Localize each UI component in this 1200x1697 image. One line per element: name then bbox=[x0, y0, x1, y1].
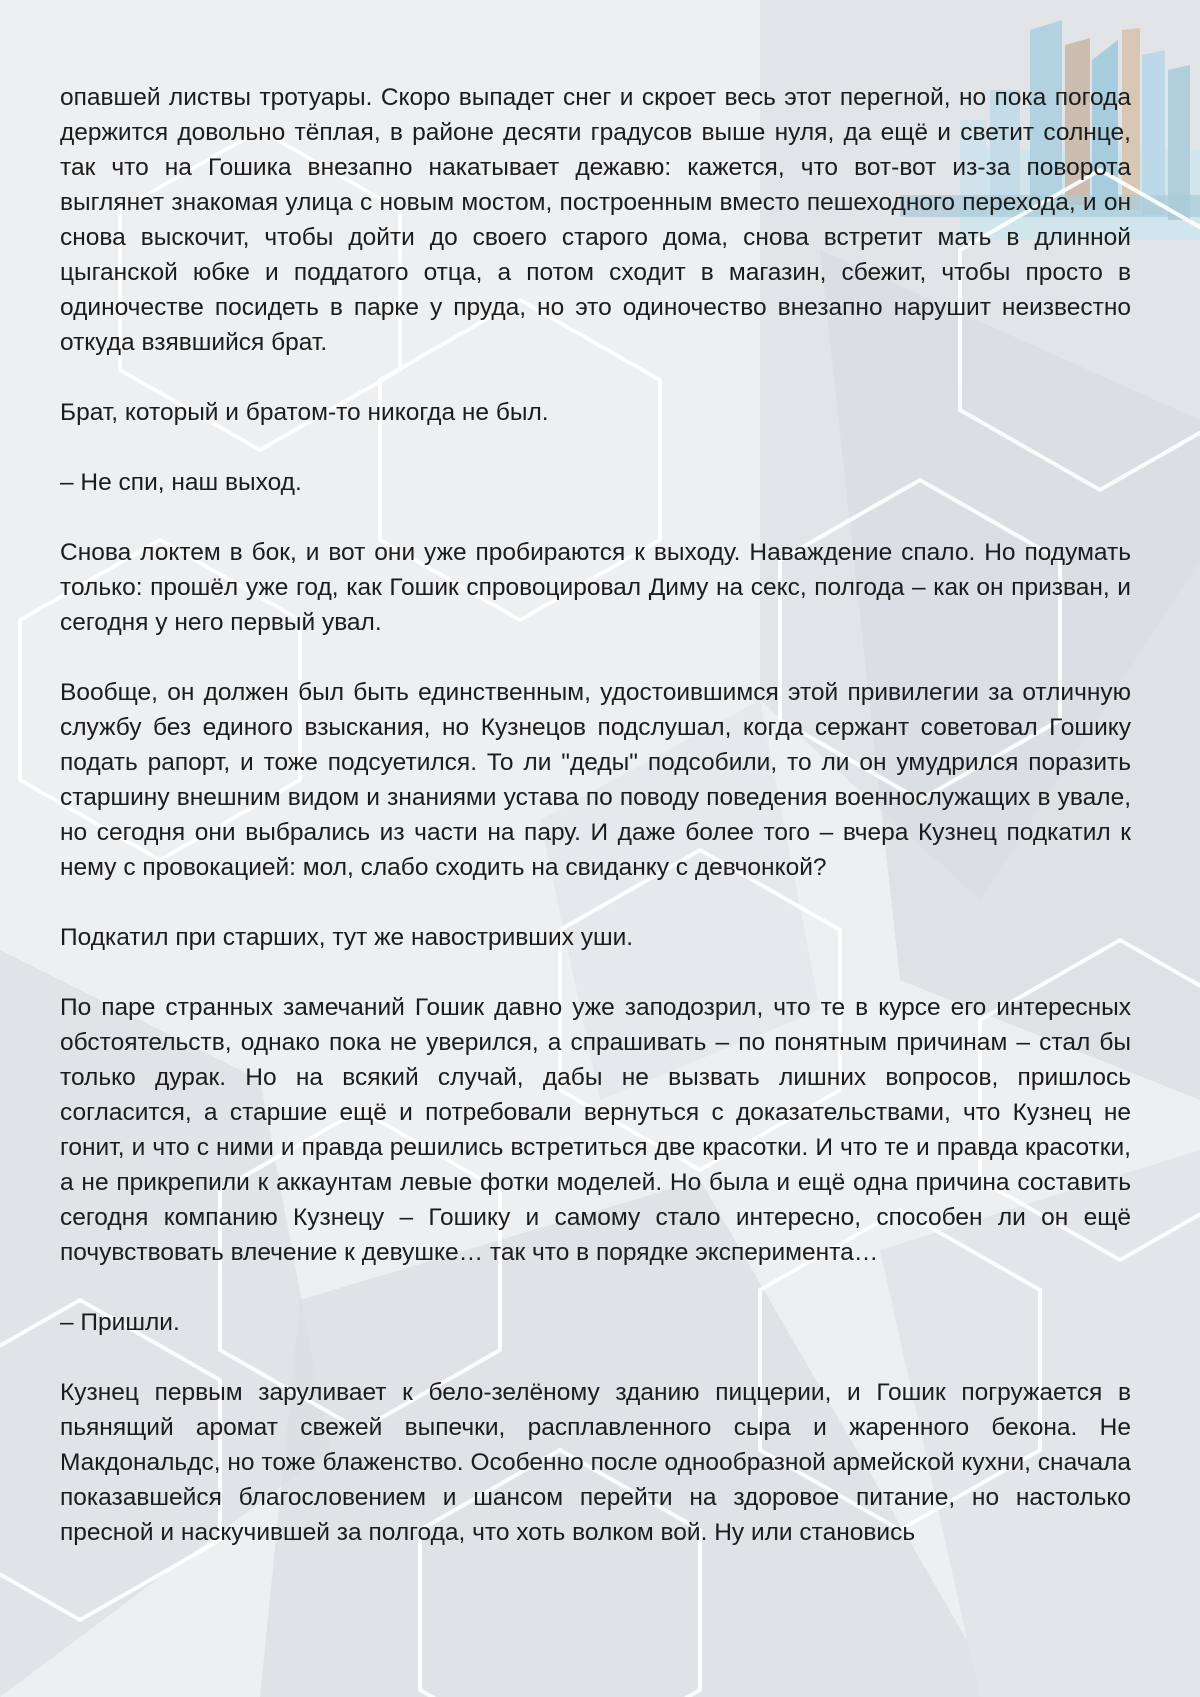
paragraph: опавшей листвы тротуары. Скоро выпадет снег и скроет весь этот перегной, но пока погода держится довольно тёплая, в районе десяти градусов выше нуля, да ещё и светит солнце, так что на Гошика внезапно накатывает дежавю: кажется, что вот-вот из-за поворота выглянет знакомая улица с новым мостом, построенным вместо пешеходного перехода, и он снова выскочит, чтобы дойти до своего старого дома, снова встретит мать в длинной цыганской юбке и поддатого отца, а потом сходит в магазин, сбежит, чтобы просто в одиночестве посидеть в парке у пруда, но это одиночество внезапно нарушит неизвестно откуда взявшийся брат. bbox=[60, 84, 1131, 356]
paragraph: Подкатил при старших, тут же навостривших уши. bbox=[60, 924, 634, 951]
paragraph: – Не спи, наш выход. bbox=[60, 469, 302, 496]
paragraph: Снова локтем в бок, и вот они уже пробираются к выходу. Наваждение спало. Но подумать только: прошёл уже год, как Гошик спровоцировал Диму на секс, полгода – как он призван, и сегодня у него первый увал. bbox=[60, 539, 1131, 636]
paragraph: Брат, который и братом-то никогда не был. bbox=[60, 399, 549, 426]
paragraph: Вообще, он должен был быть единственным, удостоившимся этой привилегии за отличную службу без единого взыскания, но Кузнецов подслушал, когда сержант советовал Гошику подать рапорт, и тоже подсуетился. То ли "деды" подсобили, то ли он умудрился поразить старшину внешним видом и знаниями устава по поводу поведения военнослужащих в увале, но сегодня они выбрались из части на пару. И даже более того – вчера Кузнец подкатил к нему с провокацией: мол, слабо сходить на свиданку с девчонкой? bbox=[60, 679, 1131, 881]
document-body bbox=[60, 80, 1131, 1550]
paragraph: По паре странных замечаний Гошик давно уже заподозрил, что те в курсе его интересных обстоятельств, однако пока не уверился, а спрашивать – по понятным причинам – стал бы только дурак. Но на всякий случай, дабы не вызвать лишних вопросов, пришлось согласится, а старшие ещё и потребовали вернуться с доказательствами, что Кузнец не гонит, и что с ними и правда решились встретиться две красотки. И что те и правда красотки, а не прикрепили к аккаунтам левые фотки моделей. Но была и ещё одна причина составить сегодня компанию Кузнецу – Гошику и самому стало интересно, способен ли он ещё почувствовать влечение к девушке… так что в порядке эксперимента… bbox=[60, 994, 1131, 1266]
paragraph: Кузнец первым заруливает к бело-зелёному зданию пиццерии, и Гошик погружается в пьянящий аромат свежей выпечки, расплавленного сыра и жаренного бекона. Не Макдональдс, но тоже блаженство. Особенно после однообразной армейской кухни, сначала показавшейся благословением и шансом перейти на здоровое питание, но настолько пресной и наскучившей за полгода, что хоть волком вой. Ну или становись bbox=[60, 1379, 1131, 1546]
paragraph: – Пришли. bbox=[60, 1309, 180, 1336]
